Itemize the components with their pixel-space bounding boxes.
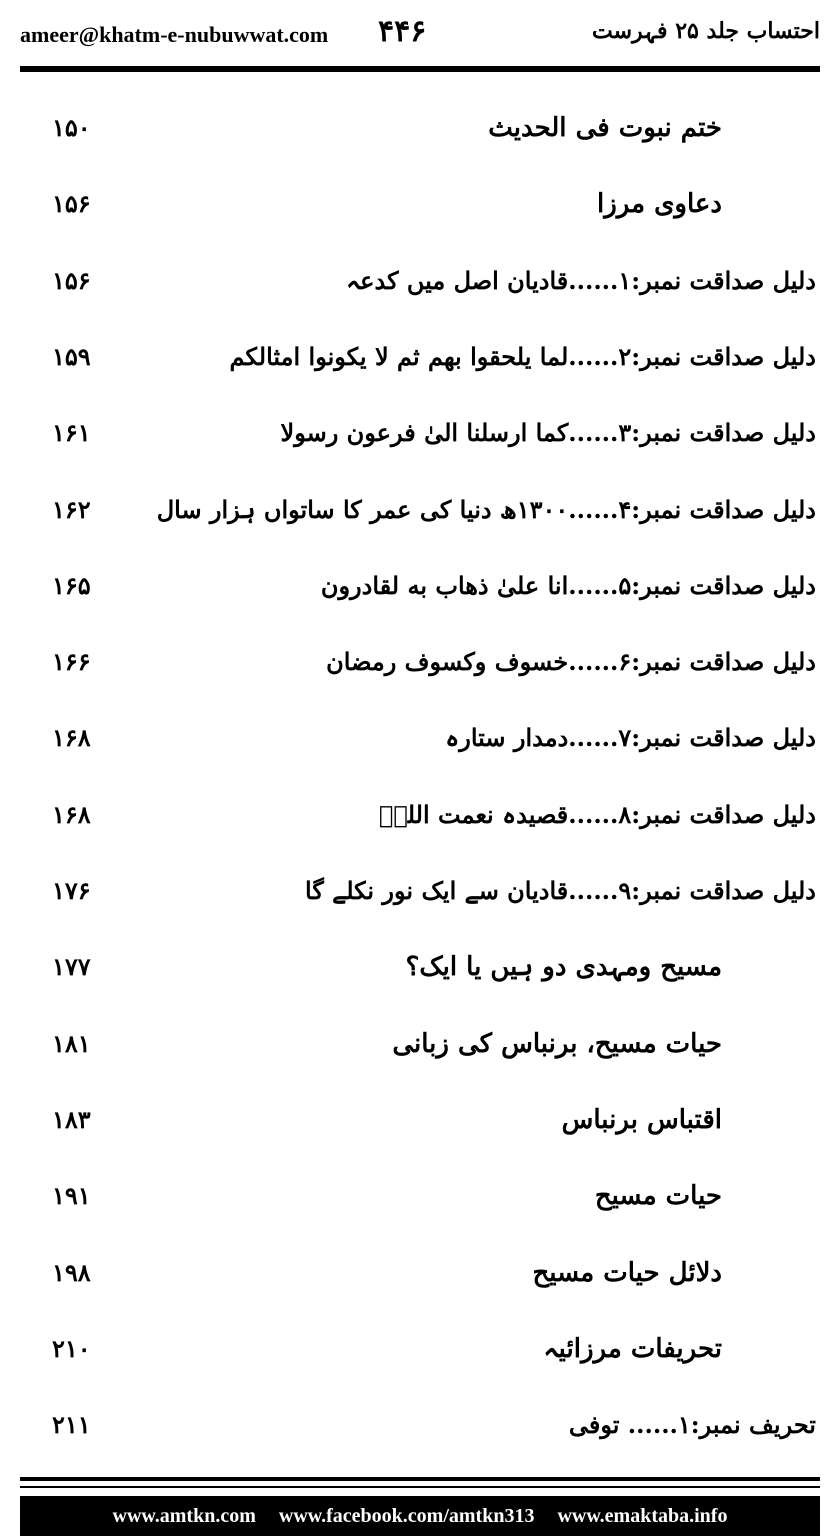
toc-entry-page: ۱۸۱ xyxy=(52,1028,91,1058)
toc-entry-title: دلیل صداقت نمبر:۴......۱۳۰۰ھ دنیا کی عمر کا ساتواں ہزار سال xyxy=(156,494,816,524)
toc-row xyxy=(0,558,840,614)
toc-entry-page: ۱۶۱ xyxy=(52,418,91,448)
toc-entry-page: ۱۶۸ xyxy=(52,799,91,829)
toc-entry-title: دلائل حیات مسیح xyxy=(532,1257,722,1288)
toc-entry-title: دلیل صداقت نمبر:۸......قصیدہ نعمت اللہؒ xyxy=(378,799,816,829)
toc-row xyxy=(0,1168,840,1224)
header-rule xyxy=(20,66,820,72)
toc-row xyxy=(0,1016,840,1072)
toc-row xyxy=(0,405,840,461)
footer-rule-thin xyxy=(20,1486,820,1488)
toc-entry-title: دلیل صداقت نمبر:۳......کما ارسلنا الیٰ فرعون رسولا xyxy=(280,418,816,448)
header-email: ameer@khatm-e-nubuwwat.com xyxy=(20,22,329,47)
toc-entry-title: دلیل صداقت نمبر:۹......قادیان سے ایک نور نکلے گا xyxy=(305,876,816,905)
toc-entry-page: ۱۸۳ xyxy=(52,1104,91,1134)
toc-entry-title: تحریف نمبر:۱...... توفی xyxy=(568,1410,816,1440)
toc-entry-title: دلیل صداقت نمبر:۵......انا علیٰ ذھاب به لقادرون xyxy=(320,570,816,600)
toc-entry-page: ۱۶۸ xyxy=(52,723,91,753)
toc-entry-title: حیات مسیح، برنباس کی زبانی xyxy=(392,1028,722,1059)
toc-entry-page: ۱۷۷ xyxy=(52,952,91,982)
toc-row xyxy=(0,1321,840,1377)
toc-row xyxy=(0,1092,840,1148)
toc-row xyxy=(0,1397,840,1453)
toc-entry-page: ۱۹۸ xyxy=(52,1257,91,1287)
toc-entry-page: ۱۹۱ xyxy=(52,1181,91,1211)
toc-entry-title: ختم نبوت فی الحدیث xyxy=(488,113,722,143)
toc-row xyxy=(0,787,840,843)
footer-link-facebook[interactable]: www.facebook.com/amtkn313 xyxy=(278,1505,535,1527)
toc-row xyxy=(0,176,840,232)
running-title: احتساب جلد ۲۵ فہرست xyxy=(591,18,820,44)
toc-entry-page: ۱۷۶ xyxy=(52,876,91,905)
toc-row xyxy=(0,482,840,538)
toc-entry-title: مسیح ومہدی دو ہیں یا ایک؟ xyxy=(405,952,722,983)
toc-row xyxy=(0,710,840,766)
toc-row xyxy=(0,939,840,995)
toc-row xyxy=(0,863,840,919)
page-number: ۴۴۶ xyxy=(378,14,427,49)
footer-link-emaktaba[interactable]: www.emaktaba.info xyxy=(557,1505,728,1527)
toc-entry-title: دلیل صداقت نمبر:۶......خسوف وکسوف رمضان xyxy=(326,647,816,677)
toc-row xyxy=(0,100,840,156)
toc-entry-title: دلیل صداقت نمبر:۱......قادیان اصل میں کدعہ xyxy=(346,265,816,295)
footer-rule xyxy=(20,1477,820,1481)
toc-entry-page: ۲۱۱ xyxy=(52,1410,91,1440)
toc-row xyxy=(0,253,840,309)
toc-entry-page: ۱۶۵ xyxy=(52,570,91,600)
toc-entry-title: اقتباس برنباس xyxy=(561,1104,722,1135)
toc-entry-page: ۱۶۶ xyxy=(52,647,91,677)
toc-entry-page: ۱۶۲ xyxy=(52,494,91,524)
footer-link-amtkn[interactable]: www.amtkn.com xyxy=(112,1505,256,1527)
toc-row xyxy=(0,634,840,690)
toc-entry-title: تحریفات مرزائیہ xyxy=(543,1333,722,1364)
toc-entry-page: ۱۵۰ xyxy=(52,113,91,142)
toc-entry-title: دلیل صداقت نمبر:۷......دمدار ستارہ xyxy=(445,723,816,753)
toc-entry-page: ۱۵۶ xyxy=(52,265,91,295)
toc-entry-page: ۱۵۹ xyxy=(52,341,91,371)
toc-entry-page: ۱۵۶ xyxy=(52,189,91,219)
footer-links-bar xyxy=(20,1496,820,1536)
toc-row xyxy=(0,1245,840,1301)
toc-entry-title: دعاوی مرزا xyxy=(596,189,722,220)
toc-row xyxy=(0,329,840,385)
toc-entry-page: ۲۱۰ xyxy=(52,1333,91,1363)
toc-entry-title: دلیل صداقت نمبر:۲......لما یلحقوا بھم ثم لا یکونوا امثالکم xyxy=(229,341,816,371)
toc-entry-title: حیات مسیح xyxy=(594,1181,722,1212)
page-header xyxy=(0,0,840,70)
